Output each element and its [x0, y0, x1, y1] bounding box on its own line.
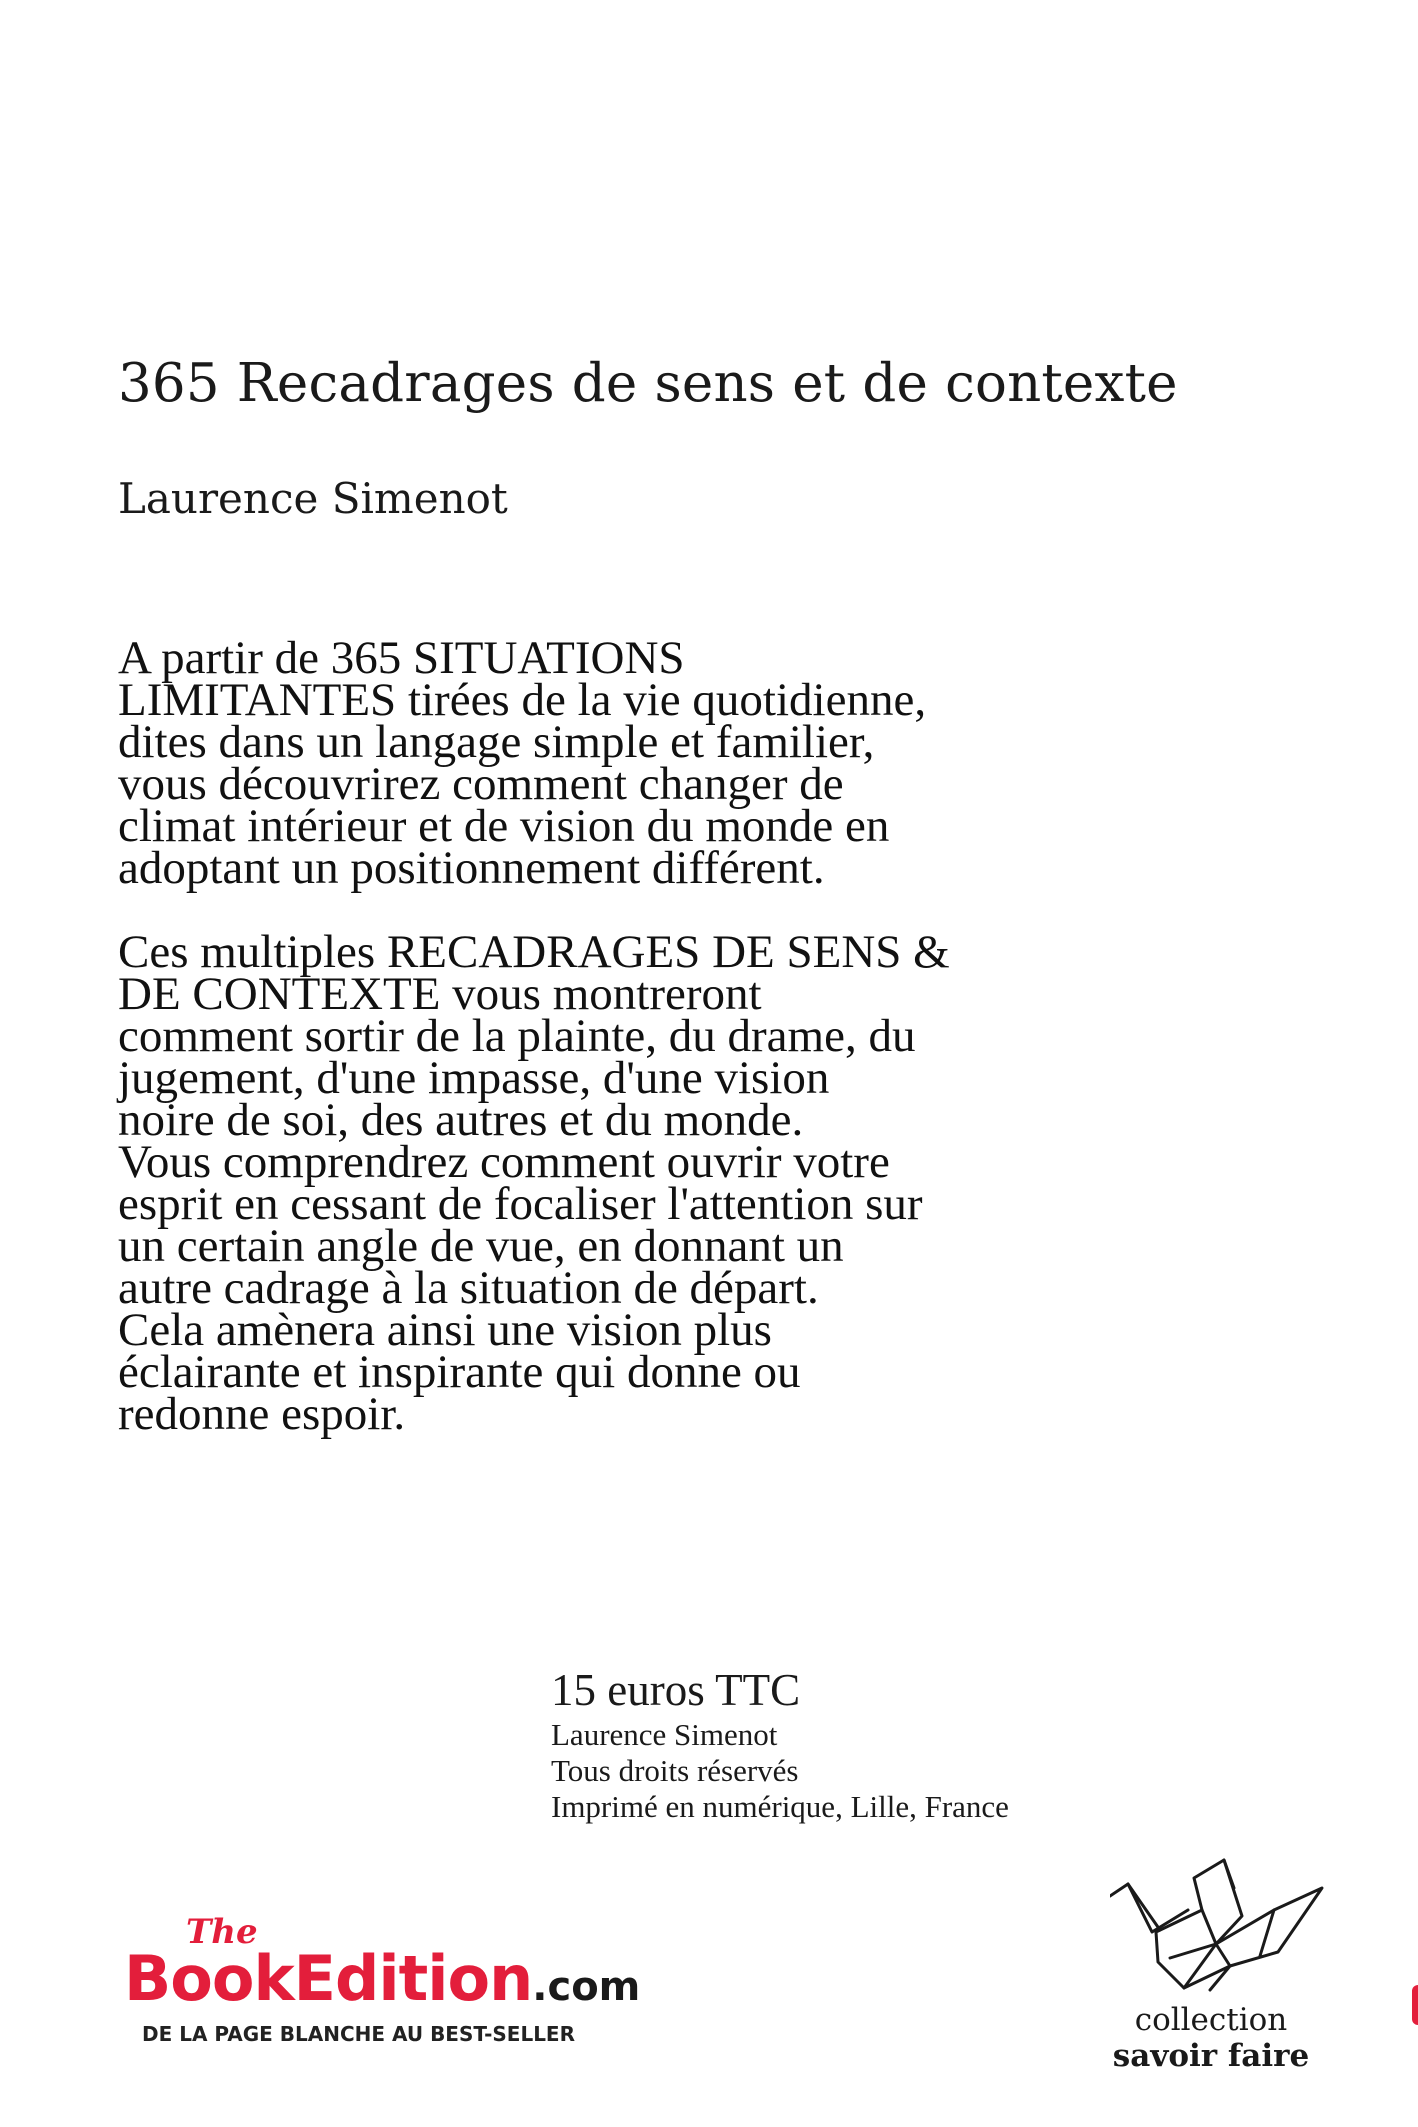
- blurb-paragraph-2: [118, 926, 1118, 1440]
- back-cover-blurb: [118, 632, 1118, 1440]
- blurb-line: A partir de 365 SITUATIONS: [118, 632, 685, 684]
- book-author: Laurence Simenot: [118, 474, 508, 523]
- blurb-line: autre cadrage à la situation de départ.: [118, 1262, 819, 1314]
- collection-line-2: savoir faire: [1112, 2038, 1310, 2074]
- logo-brand: [124, 1942, 640, 2015]
- collection-line-1: collection: [1134, 2002, 1288, 2038]
- logo-brand-suffix: .com: [532, 1964, 641, 2010]
- blurb-line: un certain angle de vue, en donnant un: [118, 1220, 844, 1272]
- edge-tab-decoration: [1412, 1985, 1418, 2025]
- colophon-author: Laurence Simenot: [551, 1717, 778, 1752]
- blurb-line: climat intérieur et de vision du monde en: [118, 800, 890, 852]
- blurb-line: noire de soi, des autres et du monde.: [118, 1094, 804, 1146]
- blurb-line: DE CONTEXTE vous montreront: [118, 968, 762, 1020]
- blurb-line: Vous comprendrez comment ouvrir votre: [118, 1136, 890, 1188]
- blurb-line: Ces multiples RECADRAGES DE SENS &: [118, 926, 950, 978]
- blurb-line: redonne espoir.: [118, 1388, 406, 1440]
- blurb-line: esprit en cessant de focaliser l'attention sur: [118, 1178, 923, 1230]
- blurb-paragraph-1: [118, 632, 1118, 894]
- blurb-line: comment sortir de la plainte, du drame, du: [118, 1010, 916, 1062]
- logo-brand-name: BookEdition: [124, 1942, 533, 2015]
- colophon-printing: Imprimé en numérique, Lille, France: [551, 1789, 1009, 1824]
- blurb-line: éclairante et inspirante qui donne ou: [118, 1346, 801, 1398]
- blurb-line: LIMITANTES tirées de la vie quotidienne,: [118, 674, 927, 726]
- origami-crane-icon: [1110, 1858, 1325, 2008]
- colophon-rights: Tous droits réservés: [551, 1753, 799, 1788]
- blurb-line: dites dans un langage simple et familier,: [118, 716, 875, 768]
- collection-label: [1110, 2002, 1312, 2074]
- colophon: [551, 1663, 1009, 1825]
- logo-tagline: DE LA PAGE BLANCHE AU BEST-SELLER: [142, 2022, 575, 2046]
- book-title: 365 Recadrages de sens et de contexte: [118, 353, 1178, 414]
- logo-the: The: [186, 1912, 258, 1952]
- blurb-line: vous découvrirez comment changer de: [118, 758, 844, 810]
- blurb-line: adoptant un positionnement différent.: [118, 842, 825, 894]
- price-label: 15 euros TTC: [551, 1665, 801, 1715]
- blurb-line: Cela amènera ainsi une vision plus: [118, 1304, 772, 1356]
- blurb-line: jugement, d'une impasse, d'une vision: [118, 1052, 830, 1104]
- publisher-logo: [124, 1912, 704, 2052]
